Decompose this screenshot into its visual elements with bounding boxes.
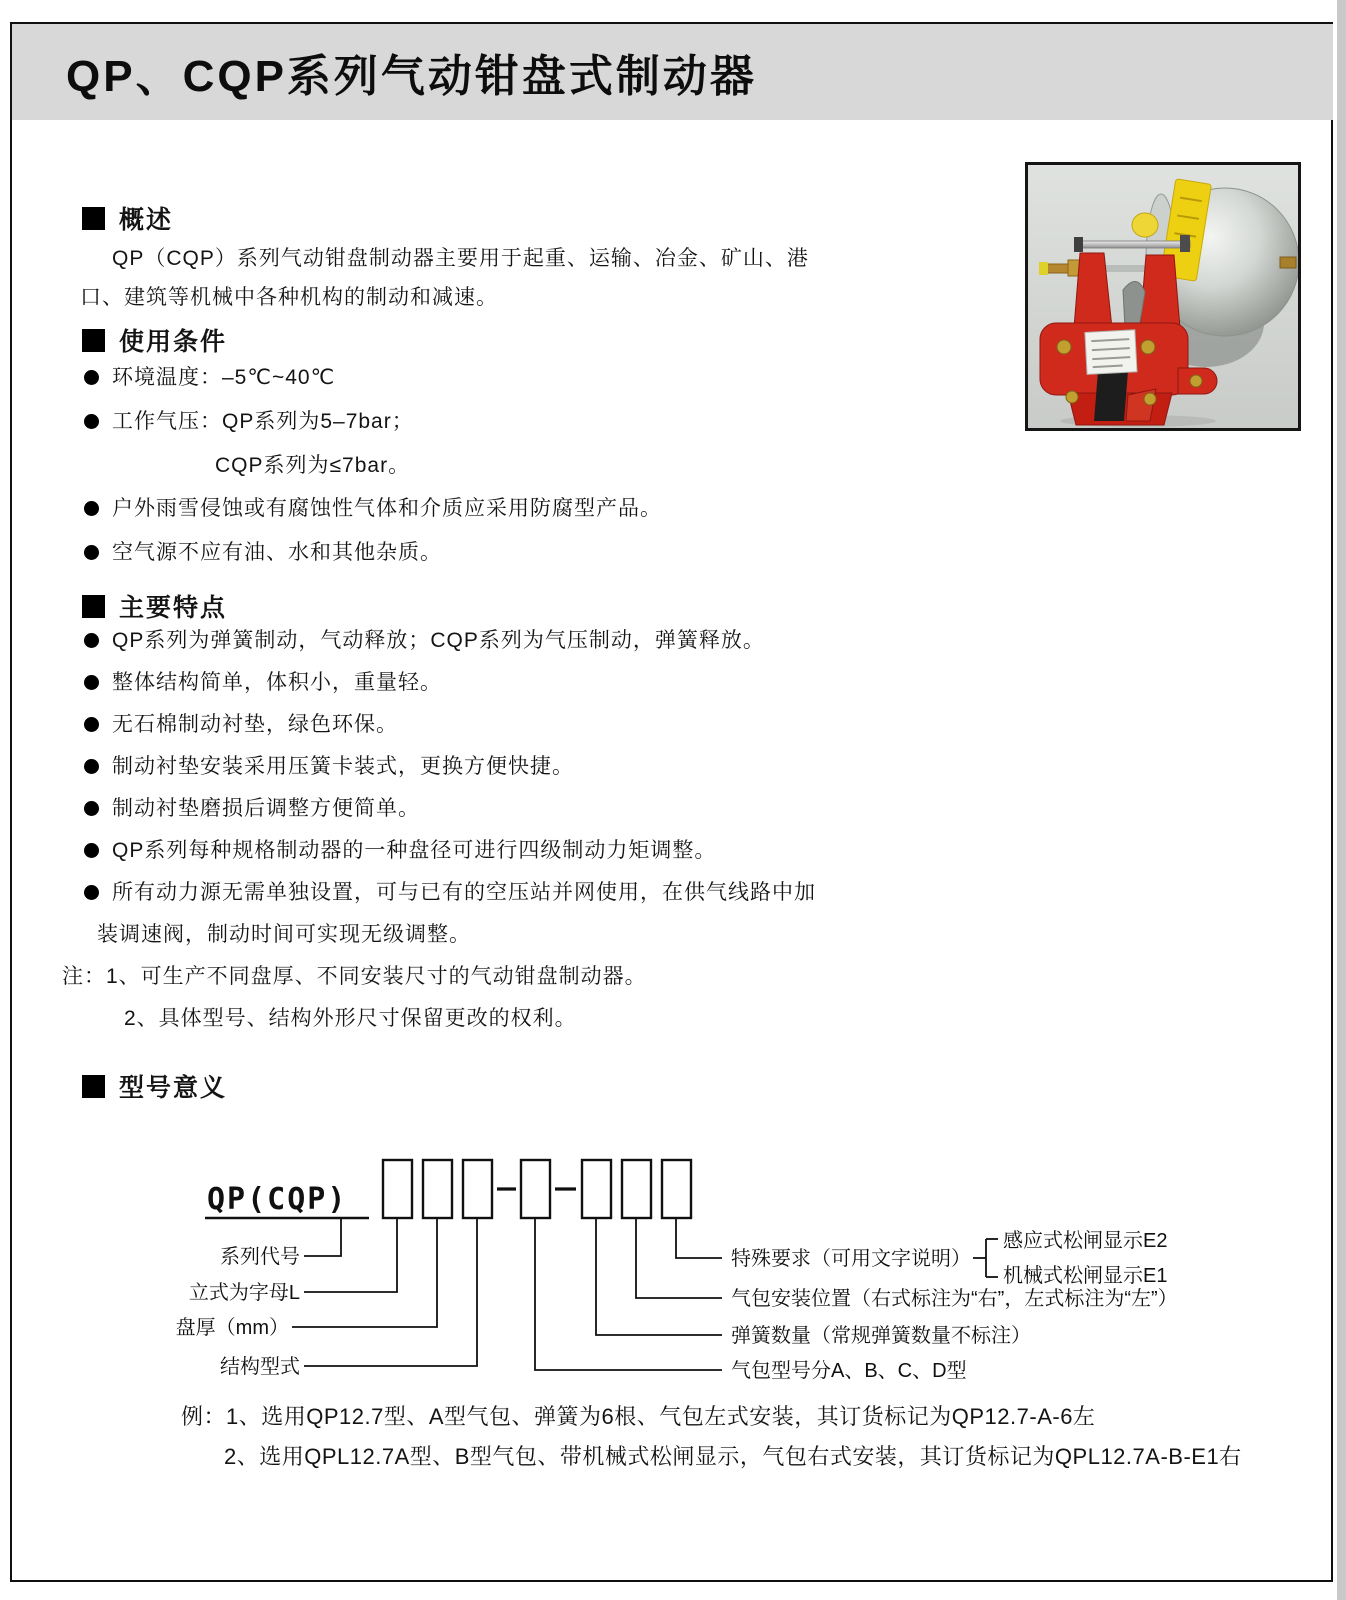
model-prefix: QP(CQP) — [207, 1182, 348, 1217]
dot-bullet-icon — [84, 801, 99, 816]
dot-bullet-icon — [84, 759, 99, 774]
note-line: 2、具体型号、结构外形尺寸保留更改的权利。 — [124, 1007, 577, 1030]
label-disc-thickness: 盘厚（mm） — [175, 1317, 289, 1339]
condition-item: 空气源不应有油、水和其他杂质。 — [84, 541, 442, 565]
label-chamber-model: 气包型号分A、B、C、D型 — [731, 1360, 967, 1382]
example-line: 例：1、选用QP12.7型、A型气包、弹簧为6根、气包左式安装，其订货标记为QP12.7-A-6左 — [181, 1404, 1096, 1429]
section-heading-overview — [82, 200, 173, 236]
feature-item-continuation: 装调速阀，制动时间可实现无级调整。 — [97, 923, 471, 946]
feature-item: 制动衬垫磨损后调整方便简单。 — [84, 797, 420, 821]
brake-pad — [1094, 371, 1128, 421]
label-series-code: 系列代号 — [220, 1246, 300, 1268]
overview-line-2: 口、建筑等机械中各种机构的制动和减速。 — [80, 286, 498, 309]
dot-bullet-icon — [84, 843, 99, 858]
label-option-e1: 机械式松闸显示E1 — [1003, 1265, 1168, 1287]
section-heading-features — [82, 588, 227, 624]
model-boxes — [383, 1160, 691, 1218]
notes-label: 注： — [62, 965, 106, 988]
label-vertical-type: 立式为字母L — [188, 1282, 300, 1304]
square-bullet-icon — [82, 1075, 105, 1098]
condition-item: 工作气压：QP系列为5–7bar； — [84, 410, 414, 434]
square-bullet-icon — [82, 595, 105, 618]
condition-item: 环境温度：–5℃~40℃ — [84, 366, 335, 390]
square-bullet-icon — [82, 207, 105, 230]
label-spring-count: 弹簧数量（常规弹簧数量不标注） — [731, 1325, 1031, 1347]
overview-line-1: QP（CQP）系列气动钳盘制动器主要用于起重、运输、冶金、矿山、港 — [112, 247, 809, 270]
feature-item: 制动衬垫安装采用压簧卡装式，更换方便快捷。 — [84, 755, 574, 779]
yellow-cap — [1132, 213, 1158, 237]
nameplate — [1085, 330, 1137, 375]
product-photo — [1025, 162, 1301, 431]
condition-item: 户外雨雪侵蚀或有腐蚀性气体和介质应采用防腐型产品。 — [84, 497, 662, 521]
dot-bullet-icon — [84, 545, 99, 560]
page-title: QP、CQP系列气动钳盘式制动器 — [66, 52, 757, 101]
examples-label: 例： — [181, 1404, 227, 1429]
feature-item: 整体结构简单，体积小，重量轻。 — [84, 671, 442, 695]
dot-bullet-icon — [84, 717, 99, 732]
dot-bullet-icon — [84, 633, 99, 648]
feature-item: 无石棉制动衬垫，绿色环保。 — [84, 713, 398, 737]
overview-heading: 概述 — [119, 206, 174, 234]
section-heading-conditions — [82, 322, 227, 358]
dot-bullet-icon — [84, 885, 99, 900]
label-option-e2: 感应式松闸显示E2 — [1003, 1230, 1168, 1252]
label-structure-type: 结构型式 — [220, 1356, 300, 1378]
conditions-heading: 使用条件 — [119, 328, 228, 356]
feature-item: QP系列每种规格制动器的一种盘径可进行四级制动力矩调整。 — [84, 839, 716, 863]
dot-bullet-icon — [84, 675, 99, 690]
brake-illustration — [1028, 165, 1298, 428]
model-heading: 型号意义 — [119, 1074, 228, 1102]
example-line: 2、选用QPL12.7A型、B型气包、带机械式松闸显示，气包右式安装，其订货标记为QPL12.7A-B-E1右 — [224, 1444, 1242, 1469]
square-bullet-icon — [82, 329, 105, 352]
note-line: 注：1、可生产不同盘厚、不同安装尺寸的气动钳盘制动器。 — [62, 965, 647, 988]
condition-item-continuation: CQP系列为≤7bar。 — [215, 454, 411, 477]
dot-bullet-icon — [84, 370, 99, 385]
tie-rod — [1078, 241, 1190, 248]
section-heading-model — [82, 1068, 227, 1104]
feature-item: 所有动力源无需单独设置，可与已有的空压站并网使用，在供气线路中加 — [84, 881, 816, 905]
dot-bullet-icon — [84, 501, 99, 516]
dot-bullet-icon — [84, 414, 99, 429]
feature-item: QP系列为弹簧制动，气动释放；CQP系列为气压制动，弹簧释放。 — [84, 629, 765, 653]
label-special-requirements: 特殊要求（可用文字说明） — [731, 1248, 971, 1270]
label-chamber-position: 气包安装位置（右式标注为“右”，左式标注为“左”） — [731, 1288, 1178, 1310]
features-heading: 主要特点 — [119, 594, 228, 622]
brass-fitting-right — [1280, 257, 1296, 268]
model-designation-diagram — [0, 1130, 1346, 1392]
